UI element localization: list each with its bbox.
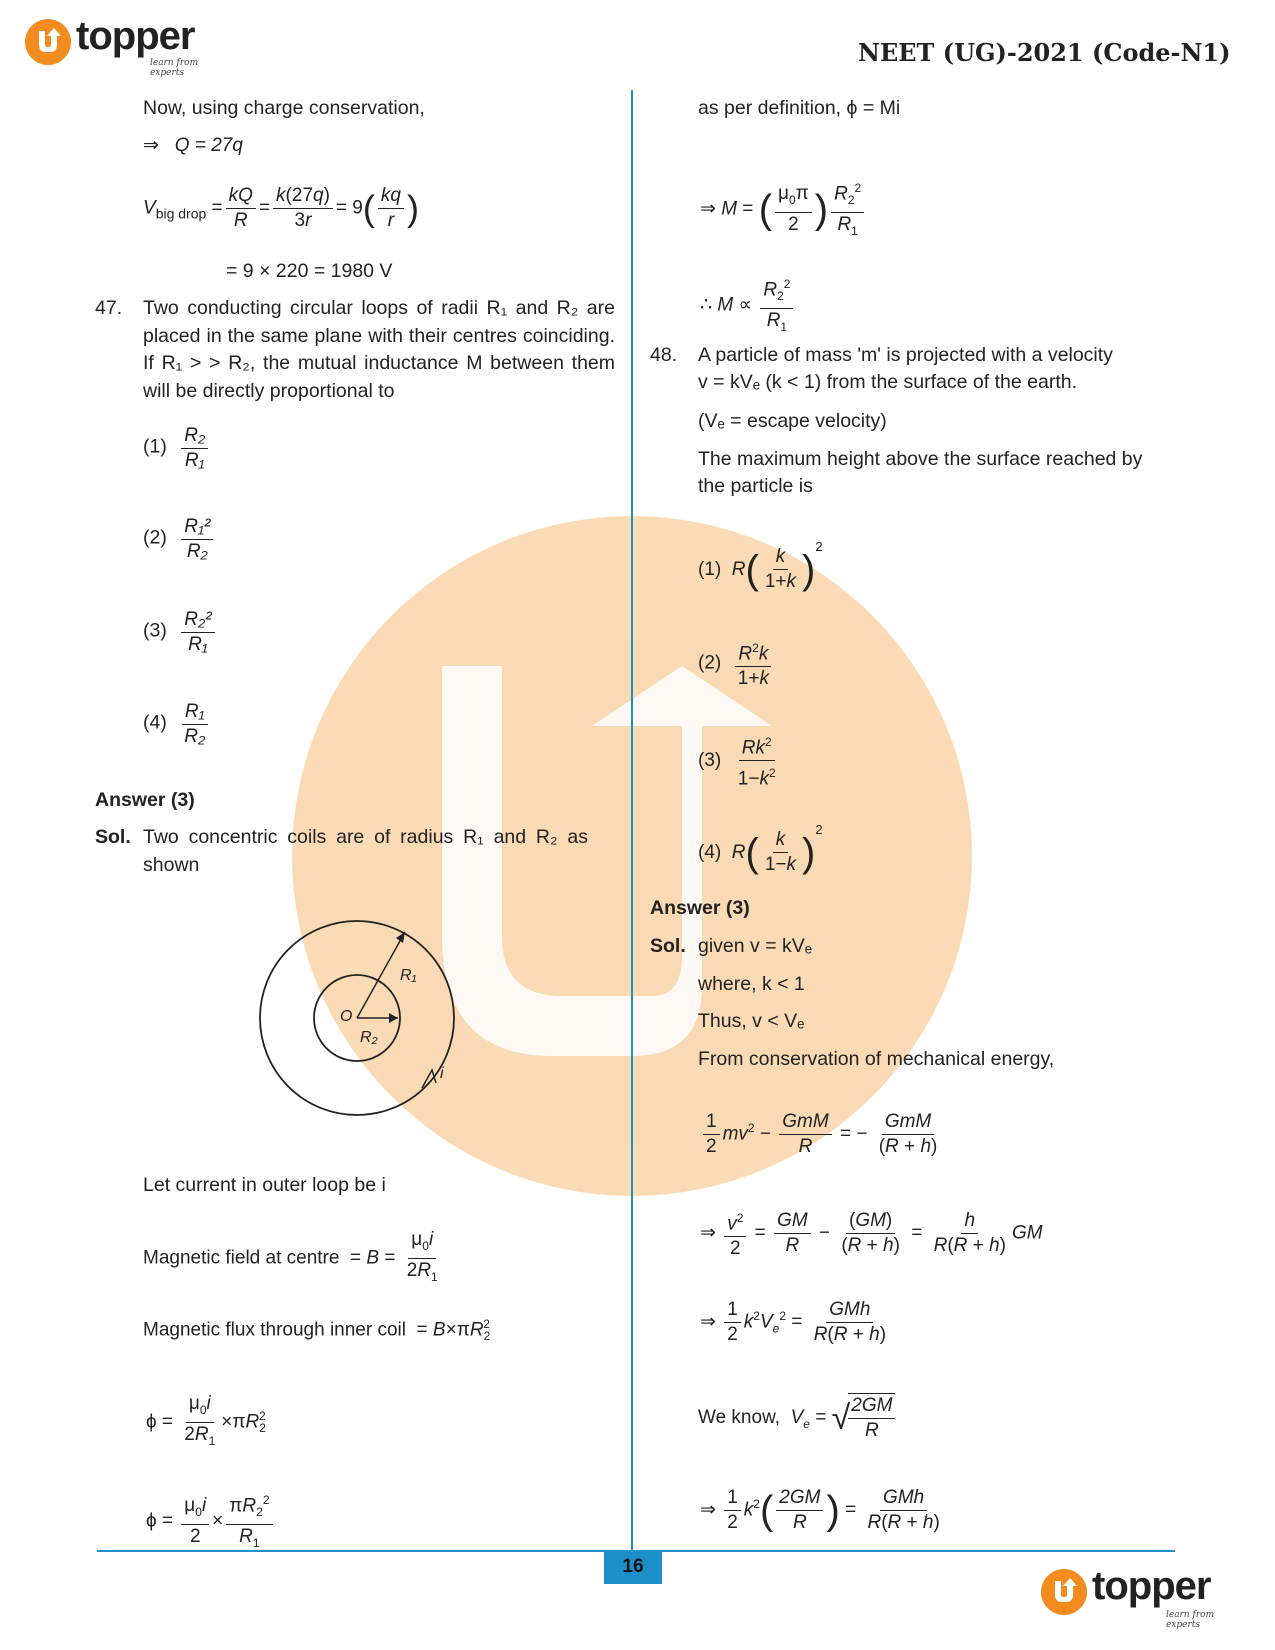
header-brand-name: topper <box>76 14 195 58</box>
q48-line-1: A particle of mass 'm' is projected with a velocity <box>698 344 1113 366</box>
q47-option-2-label: (2) <box>143 526 167 549</box>
mutual-inductance-definition: as per definition, ϕ = Mi <box>698 97 901 119</box>
charge-equation <box>143 136 243 155</box>
q47-option-2 <box>143 515 216 564</box>
q48-option-2: (2) $\frac{R^2k}{1+k}$ <box>698 636 775 691</box>
q47-sol-text: Two concentric coils are of radius R₁ and R₂ as shown <box>143 826 588 876</box>
header-logo <box>24 14 224 78</box>
q48-line-3: (Vₑ = escape velocity) <box>698 410 887 432</box>
q47-number: 47. <box>95 297 123 319</box>
q47-sol-label: Sol. <box>95 826 131 848</box>
footer-logo <box>1040 1562 1250 1630</box>
escape-velocity-equation: We know, $V_e$ = √ $\frac{2GM}{R}$ <box>698 1393 898 1443</box>
q48-sol-where: where, k < 1 <box>698 973 805 995</box>
q48-option-1: (1) R( $\frac{k}{1+k}$ )$^2$ <box>698 539 823 593</box>
footer-brand-name: topper <box>1092 1564 1211 1608</box>
implies-arrow: ⇒ <box>143 135 159 156</box>
q47-option-3-num: R₂² <box>181 608 214 633</box>
mutual-inductance-proportionality: ∴ M ∝ $\frac{R_2^2}{R_1}$ <box>700 272 796 339</box>
footer-topper-logo-icon <box>1040 1568 1088 1616</box>
topper-logo-icon <box>24 18 72 66</box>
magnetic-flux-equation: Magnetic flux through inner coil = $B\times\pi R_2^2$ <box>143 1317 491 1344</box>
energy-conservation-equation: $\frac{1}{2}$ $mv^2$ − $\frac{\text{GmM}}{R}$ = − $\frac{\text{GmM}}{(R + h)}$ <box>700 1110 943 1159</box>
q47-option-1-num: R₂ <box>181 424 208 449</box>
charge-equation-text: Q = 27q <box>174 135 243 156</box>
q48-option-2-label: (2) <box>698 652 722 674</box>
q48-answer: Answer (3) <box>650 897 750 919</box>
q47-option-3-den: R₁ <box>188 634 208 655</box>
q48-sol-given: given v = kVₑ <box>698 935 813 957</box>
q47-answer: Answer (3) <box>95 789 195 811</box>
q48-line-5: the particle is <box>698 475 813 497</box>
q47-option-4-den: R₂ <box>184 726 206 747</box>
column-divider <box>631 90 633 1550</box>
concentric-coils-figure <box>250 918 470 1118</box>
we-know-text: We know, <box>698 1407 781 1429</box>
figure-label-r1: R₁ <box>400 967 417 984</box>
q48-line-2: v = kVₑ (k < 1) from the surface of the earth. <box>698 371 1077 393</box>
q48-sol-conservation: From conservation of mechanical energy, <box>698 1048 1055 1070</box>
energy-equation-step-4: ⇒ $\frac{1}{2}$ $k^2$( $\frac{2GM}{R}$ ) = $\frac{\text{GMh}}{R(R + h)}$ <box>700 1487 940 1533</box>
q48-option-4-label: (4) <box>698 842 722 863</box>
q47-option-4-num: R₁ <box>182 700 208 725</box>
vbig-subscript: big drop <box>155 205 207 222</box>
q48-number: 48. <box>650 344 678 366</box>
energy-equation-step-2: ⇒ $\frac{v^2}{2}$ = $\frac{GM}{R}$ − $\frac{(GM)}{(R + h)}$ = $\frac{h}{R(R + h)}$ GM <box>700 1206 1043 1261</box>
q47-option-1-den: R₁ <box>184 450 205 471</box>
header-brand-tagline: learn from experts <box>150 58 199 78</box>
q47-option-1 <box>143 424 211 473</box>
q48-sol-label: Sol. <box>650 935 686 957</box>
magnetic-field-equation: Magnetic field at centre = B = $\frac{\mu_0i}{2R_1}$ <box>143 1229 438 1284</box>
footer-brand-tagline: learn from experts <box>1166 1610 1215 1630</box>
current-statement: Let current in outer loop be i <box>143 1174 386 1196</box>
figure-label-r2: R₂ <box>360 1029 378 1046</box>
big-drop-potential-result: = 9 × 220 = 1980 V <box>226 260 393 282</box>
q47-option-3-label: (3) <box>143 619 167 642</box>
energy-equation-step-3: ⇒ $\frac{1}{2}$ $k^2V_e^2$ = $\frac{\text{GMh}}{R(R + h)}$ <box>700 1299 887 1345</box>
q48-sol-thus: Thus, v < Vₑ <box>698 1010 805 1032</box>
q48-option-4: (4) R( $\frac{k}{1-k}$ )$^2$ <box>698 822 823 876</box>
current-direction-arrow <box>422 1070 436 1088</box>
q47-option-2-den: R₂ <box>186 541 208 562</box>
q48-option-3: (3) $\frac{Rk^2}{1-k^2}$ <box>698 730 782 792</box>
page-number-badge <box>604 1550 662 1584</box>
q47-option-4 <box>143 700 211 749</box>
center-label-o: O <box>340 1008 353 1025</box>
q47-option-2-num: R₁² <box>181 515 213 540</box>
q47-option-3 <box>143 608 218 657</box>
q47-option-1-label: (1) <box>143 435 167 458</box>
flux-equation-1: ϕ = $\frac{\mu_0i}{2R_1}$ $\times\pi R_2^2$ <box>146 1393 266 1448</box>
q48-line-4: The maximum height above the surface reached by <box>698 448 1143 470</box>
q48-option-1-label: (1) <box>698 559 722 580</box>
q47-option-4-label: (4) <box>143 711 167 734</box>
flux-equation-2: ϕ = $\frac{\mu_0i}{2}$ × $\frac{\pi R_2^2}{R_1}$ <box>146 1488 276 1555</box>
big-drop-potential-equation: $V_{big drop}$ = $\frac{kQ}{R}$ = $\frac{k(27q)}{3r}$ = 9( $\frac{kq}{r}$ ) <box>143 185 419 231</box>
page-number: 16 <box>622 1556 644 1577</box>
charge-conservation-intro: Now, using charge conservation, <box>143 97 425 119</box>
mutual-inductance-expression: ⇒ M = ( $\frac{\mu_0\pi}{2}$ ) $\frac{R_2^2}{R_1}$ <box>700 176 867 243</box>
figure-label-i: i <box>440 1065 444 1082</box>
q48-option-3-label: (3) <box>698 749 722 771</box>
magnetic-flux-text: Magnetic flux through inner coil <box>143 1319 406 1341</box>
q47-text: Two conducting circular loops of radii R₁ and R₂ are placed in the same plane with their centres coinciding. If R₁ > > R₂, the mutual inductance M between them will be directly proportional to <box>143 297 615 402</box>
exam-title: NEET (UG)-2021 (Code-N1) <box>858 38 1231 67</box>
radius-r2-arrowhead <box>389 1013 398 1023</box>
magnetic-field-text: Magnetic field at centre <box>143 1247 340 1269</box>
